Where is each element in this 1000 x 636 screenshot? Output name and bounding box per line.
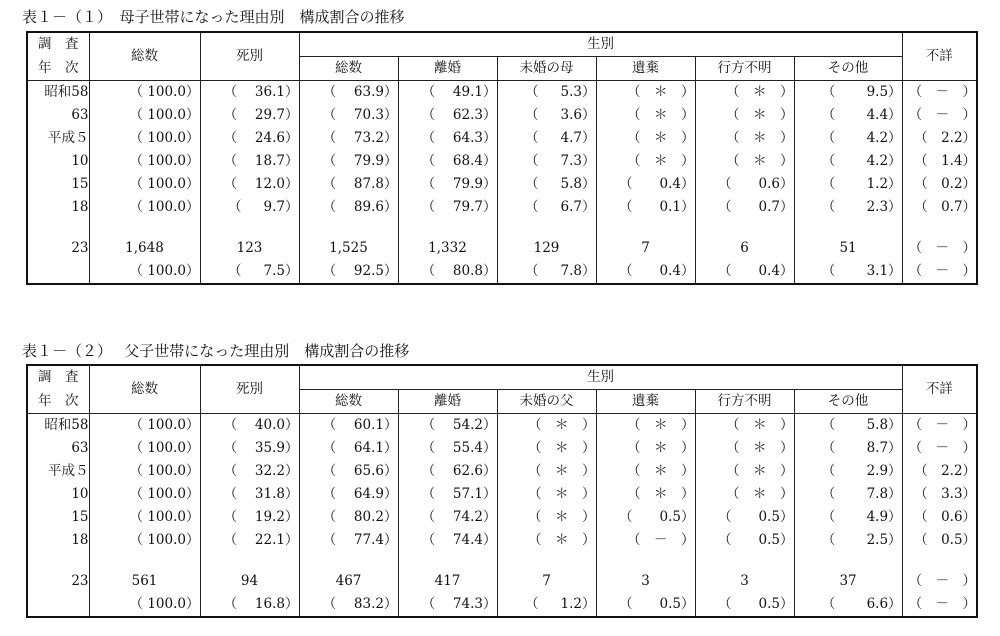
value-cell: （ ＊ ）: [497, 460, 596, 483]
value-cell: （ 5.8）: [497, 173, 596, 196]
year-cell: 昭和58: [27, 414, 89, 438]
value-cell: （ 4.7）: [497, 127, 596, 150]
value-cell: （ 8.7）: [794, 437, 902, 460]
subheader: 行方不明: [695, 390, 794, 414]
value-cell: （ 49.1）: [398, 81, 497, 105]
spacer-cell: [200, 219, 299, 237]
value-cell: （ 0.1）: [596, 196, 695, 219]
value-cell: （ ＊ ）: [497, 483, 596, 506]
value-cell: （ 60.1）: [299, 414, 398, 438]
header-total: 総数: [89, 32, 200, 81]
spacer-cell: [27, 219, 89, 237]
value-cell: （ 0.7）: [902, 196, 977, 219]
value-cell: （ 80.8）: [398, 260, 497, 284]
year-cell: 63: [27, 104, 89, 127]
value-cell: （ 100.0）: [89, 127, 200, 150]
table-row: [27, 414, 977, 438]
value-cell: （ 4.2）: [794, 127, 902, 150]
value-cell: （ 100.0）: [89, 506, 200, 529]
value-cell: （ 64.1）: [299, 437, 398, 460]
value-cell: （ 65.6）: [299, 460, 398, 483]
subheader: 遺棄: [596, 390, 695, 414]
table1: [26, 31, 978, 285]
header-death: 死別: [200, 32, 299, 81]
value-cell: （ 73.2）: [299, 127, 398, 150]
year-cell: [27, 260, 89, 284]
value-cell: 1,525: [299, 237, 398, 260]
year-cell: 23: [27, 237, 89, 260]
value-cell: （ 0.4）: [596, 260, 695, 284]
value-cell: （ － ）: [902, 104, 977, 127]
value-cell: （ ＊ ）: [695, 81, 794, 105]
value-cell: 7: [497, 570, 596, 593]
value-cell: （ ＊ ）: [497, 437, 596, 460]
value-cell: （ 22.1）: [200, 529, 299, 552]
value-cell: （ 89.6）: [299, 196, 398, 219]
value-cell: （ ＊ ）: [695, 127, 794, 150]
value-cell: （ － ）: [902, 237, 977, 260]
spacer-cell: [27, 552, 89, 570]
value-cell: （ 0.5）: [902, 529, 977, 552]
table-row: [27, 104, 977, 127]
table-row: [27, 437, 977, 460]
value-cell: （ 7.8）: [497, 260, 596, 284]
value-cell: （ 2.5）: [794, 529, 902, 552]
spacer-cell: [497, 219, 596, 237]
year-cell: 23: [27, 570, 89, 593]
value-cell: 1,332: [398, 237, 497, 260]
value-cell: （ ＊ ）: [695, 483, 794, 506]
spacer-cell: [596, 552, 695, 570]
value-cell: （ 0.6）: [902, 506, 977, 529]
value-cell: 7: [596, 237, 695, 260]
year-cell: 18: [27, 529, 89, 552]
table-row: [27, 506, 977, 529]
spacer-cell: [794, 219, 902, 237]
value-cell: 467: [299, 570, 398, 593]
value-cell: 3: [695, 570, 794, 593]
value-cell: （ 100.0）: [89, 460, 200, 483]
year-cell: 10: [27, 150, 89, 173]
value-cell: 561: [89, 570, 200, 593]
value-cell: （ 57.1）: [398, 483, 497, 506]
subheader: 離婚: [398, 390, 497, 414]
value-cell: （ ＊ ）: [695, 437, 794, 460]
subheader: 離婚: [398, 57, 497, 81]
table-row: [27, 237, 977, 260]
value-cell: （ 7.8）: [794, 483, 902, 506]
value-cell: （ 4.9）: [794, 506, 902, 529]
header-unknown: 不詳: [902, 365, 977, 414]
table-row: [27, 150, 977, 173]
spacer-cell: [902, 552, 977, 570]
value-cell: （ 0.5）: [695, 593, 794, 617]
value-cell: （ 74.2）: [398, 506, 497, 529]
value-cell: （ 1.4）: [902, 150, 977, 173]
value-cell: （ 0.7）: [695, 196, 794, 219]
table1-caption: 表１－（１） 母子世帯になった理由別 構成割合の推移: [22, 8, 405, 26]
header-unknown: 不詳: [902, 32, 977, 81]
value-cell: （ 3.3）: [902, 483, 977, 506]
table-row: [27, 127, 977, 150]
value-cell: （ 100.0）: [89, 414, 200, 438]
value-cell: （ 31.8）: [200, 483, 299, 506]
value-cell: （ 5.3）: [497, 81, 596, 105]
value-cell: （ 79.7）: [398, 196, 497, 219]
year-cell: 平成５: [27, 127, 89, 150]
value-cell: （ 0.4）: [695, 260, 794, 284]
value-cell: （ 100.0）: [89, 173, 200, 196]
table-row: [27, 483, 977, 506]
value-cell: （ 2.9）: [794, 460, 902, 483]
value-cell: （ ＊ ）: [695, 460, 794, 483]
table-row: [27, 260, 977, 284]
value-cell: （ 2.3）: [794, 196, 902, 219]
corner-top: 調 査: [27, 365, 89, 390]
value-cell: （ － ）: [902, 437, 977, 460]
value-cell: （ 1.2）: [497, 593, 596, 617]
value-cell: （ 18.7）: [200, 150, 299, 173]
value-cell: （ 35.9）: [200, 437, 299, 460]
value-cell: （ 87.8）: [299, 173, 398, 196]
value-cell: （ 5.8）: [794, 414, 902, 438]
value-cell: （ 4.4）: [794, 104, 902, 127]
value-cell: （ ＊ ）: [497, 414, 596, 438]
value-cell: （ 80.2）: [299, 506, 398, 529]
value-cell: （ 63.9）: [299, 81, 398, 105]
value-cell: （ 1.2）: [794, 173, 902, 196]
value-cell: （ 79.9）: [299, 150, 398, 173]
subheader: 行方不明: [695, 57, 794, 81]
value-cell: （ 2.2）: [902, 460, 977, 483]
value-cell: （ 0.4）: [596, 173, 695, 196]
value-cell: （ 79.9）: [398, 173, 497, 196]
value-cell: （ 29.7）: [200, 104, 299, 127]
value-cell: （ 0.2）: [902, 173, 977, 196]
value-cell: （ － ）: [902, 593, 977, 617]
table2-caption: 表１－（２） 父子世帯になった理由別 構成割合の推移: [22, 342, 410, 360]
value-cell: （ 2.2）: [902, 127, 977, 150]
value-cell: （ 62.6）: [398, 460, 497, 483]
spacer-cell: [398, 219, 497, 237]
table-row: [27, 570, 977, 593]
value-cell: （ ＊ ）: [695, 150, 794, 173]
corner-bottom: 年 次: [27, 57, 89, 81]
spacer-cell: [695, 552, 794, 570]
value-cell: （ 9.7）: [200, 196, 299, 219]
year-cell: 10: [27, 483, 89, 506]
value-cell: （ 12.0）: [200, 173, 299, 196]
table-row: [27, 529, 977, 552]
value-cell: （ 9.5）: [794, 81, 902, 105]
spacer-cell: [497, 552, 596, 570]
table-row: [27, 173, 977, 196]
value-cell: 51: [794, 237, 902, 260]
value-cell: （ 16.8）: [200, 593, 299, 617]
value-cell: （ 100.0）: [89, 150, 200, 173]
value-cell: （ ＊ ）: [596, 127, 695, 150]
value-cell: 6: [695, 237, 794, 260]
value-cell: 1,648: [89, 237, 200, 260]
header-living: 生別: [299, 365, 902, 390]
value-cell: （ 64.9）: [299, 483, 398, 506]
value-cell: （ － ）: [902, 260, 977, 284]
value-cell: （ 100.0）: [89, 593, 200, 617]
spacer-row: [27, 219, 977, 237]
value-cell: （ 74.3）: [398, 593, 497, 617]
spacer-cell: [89, 219, 200, 237]
spacer-cell: [89, 552, 200, 570]
value-cell: （ 83.2）: [299, 593, 398, 617]
year-cell: 平成５: [27, 460, 89, 483]
header-total: 総数: [89, 365, 200, 414]
subheader: その他: [794, 57, 902, 81]
value-cell: 123: [200, 237, 299, 260]
value-cell: 3: [596, 570, 695, 593]
value-cell: （ 100.0）: [89, 483, 200, 506]
table-row: [27, 81, 977, 105]
value-cell: （ 64.3）: [398, 127, 497, 150]
value-cell: （ ＊ ）: [596, 104, 695, 127]
value-cell: （ 24.6）: [200, 127, 299, 150]
year-cell: 15: [27, 506, 89, 529]
spacer-cell: [695, 219, 794, 237]
header-living: 生別: [299, 32, 902, 57]
subheader: 遺棄: [596, 57, 695, 81]
spacer-cell: [200, 552, 299, 570]
value-cell: （ 0.6）: [695, 173, 794, 196]
value-cell: （ 6.6）: [794, 593, 902, 617]
value-cell: （ 0.5）: [695, 529, 794, 552]
year-cell: 63: [27, 437, 89, 460]
value-cell: 94: [200, 570, 299, 593]
subheader: 総数: [299, 57, 398, 81]
year-cell: [27, 593, 89, 617]
value-cell: （ 77.4）: [299, 529, 398, 552]
table-row: [27, 593, 977, 617]
subheader: その他: [794, 390, 902, 414]
spacer-row: [27, 552, 977, 570]
value-cell: （ ＊ ）: [596, 460, 695, 483]
value-cell: （ 92.5）: [299, 260, 398, 284]
value-cell: （ ＊ ）: [497, 506, 596, 529]
spacer-cell: [596, 219, 695, 237]
table-row: [27, 196, 977, 219]
subheader: 未婚の父: [497, 390, 596, 414]
spacer-cell: [794, 552, 902, 570]
value-cell: （ 54.2）: [398, 414, 497, 438]
value-cell: （ ＊ ）: [596, 437, 695, 460]
value-cell: 37: [794, 570, 902, 593]
value-cell: （ 6.7）: [497, 196, 596, 219]
year-cell: 15: [27, 173, 89, 196]
value-cell: （ 19.2）: [200, 506, 299, 529]
value-cell: （ － ）: [902, 81, 977, 105]
table-row: [27, 460, 977, 483]
value-cell: （ － ）: [902, 414, 977, 438]
value-cell: （ 36.1）: [200, 81, 299, 105]
spacer-cell: [299, 552, 398, 570]
value-cell: （ 0.5）: [695, 506, 794, 529]
value-cell: （ 100.0）: [89, 196, 200, 219]
year-cell: 昭和58: [27, 81, 89, 105]
year-cell: 18: [27, 196, 89, 219]
value-cell: （ 70.3）: [299, 104, 398, 127]
value-cell: 417: [398, 570, 497, 593]
value-cell: （ 0.5）: [596, 506, 695, 529]
value-cell: （ 40.0）: [200, 414, 299, 438]
spacer-cell: [398, 552, 497, 570]
value-cell: （ 100.0）: [89, 104, 200, 127]
spacer-cell: [299, 219, 398, 237]
subheader: 未婚の母: [497, 57, 596, 81]
corner-top: 調 査: [27, 32, 89, 57]
value-cell: （ 7.3）: [497, 150, 596, 173]
spacer-cell: [902, 219, 977, 237]
value-cell: （ － ）: [596, 529, 695, 552]
subheader: 総数: [299, 390, 398, 414]
value-cell: （ 32.2）: [200, 460, 299, 483]
value-cell: （ ＊ ）: [497, 529, 596, 552]
header-death: 死別: [200, 365, 299, 414]
value-cell: （ 68.4）: [398, 150, 497, 173]
value-cell: （ 62.3）: [398, 104, 497, 127]
value-cell: （ ＊ ）: [695, 414, 794, 438]
value-cell: （ 7.5）: [200, 260, 299, 284]
value-cell: （ ＊ ）: [596, 81, 695, 105]
value-cell: （ 100.0）: [89, 529, 200, 552]
value-cell: （ 4.2）: [794, 150, 902, 173]
value-cell: （ ＊ ）: [596, 414, 695, 438]
value-cell: （ ＊ ）: [596, 150, 695, 173]
value-cell: （ 55.4）: [398, 437, 497, 460]
table2: [26, 364, 978, 618]
value-cell: （ 100.0）: [89, 260, 200, 284]
value-cell: （ 3.1）: [794, 260, 902, 284]
value-cell: （ 74.4）: [398, 529, 497, 552]
value-cell: （ 0.5）: [596, 593, 695, 617]
value-cell: （ 100.0）: [89, 437, 200, 460]
value-cell: （ 3.6）: [497, 104, 596, 127]
value-cell: （ ＊ ）: [695, 104, 794, 127]
value-cell: （ ＊ ）: [596, 483, 695, 506]
value-cell: （ 100.0）: [89, 81, 200, 105]
corner-bottom: 年 次: [27, 390, 89, 414]
value-cell: 129: [497, 237, 596, 260]
value-cell: （ － ）: [902, 570, 977, 593]
